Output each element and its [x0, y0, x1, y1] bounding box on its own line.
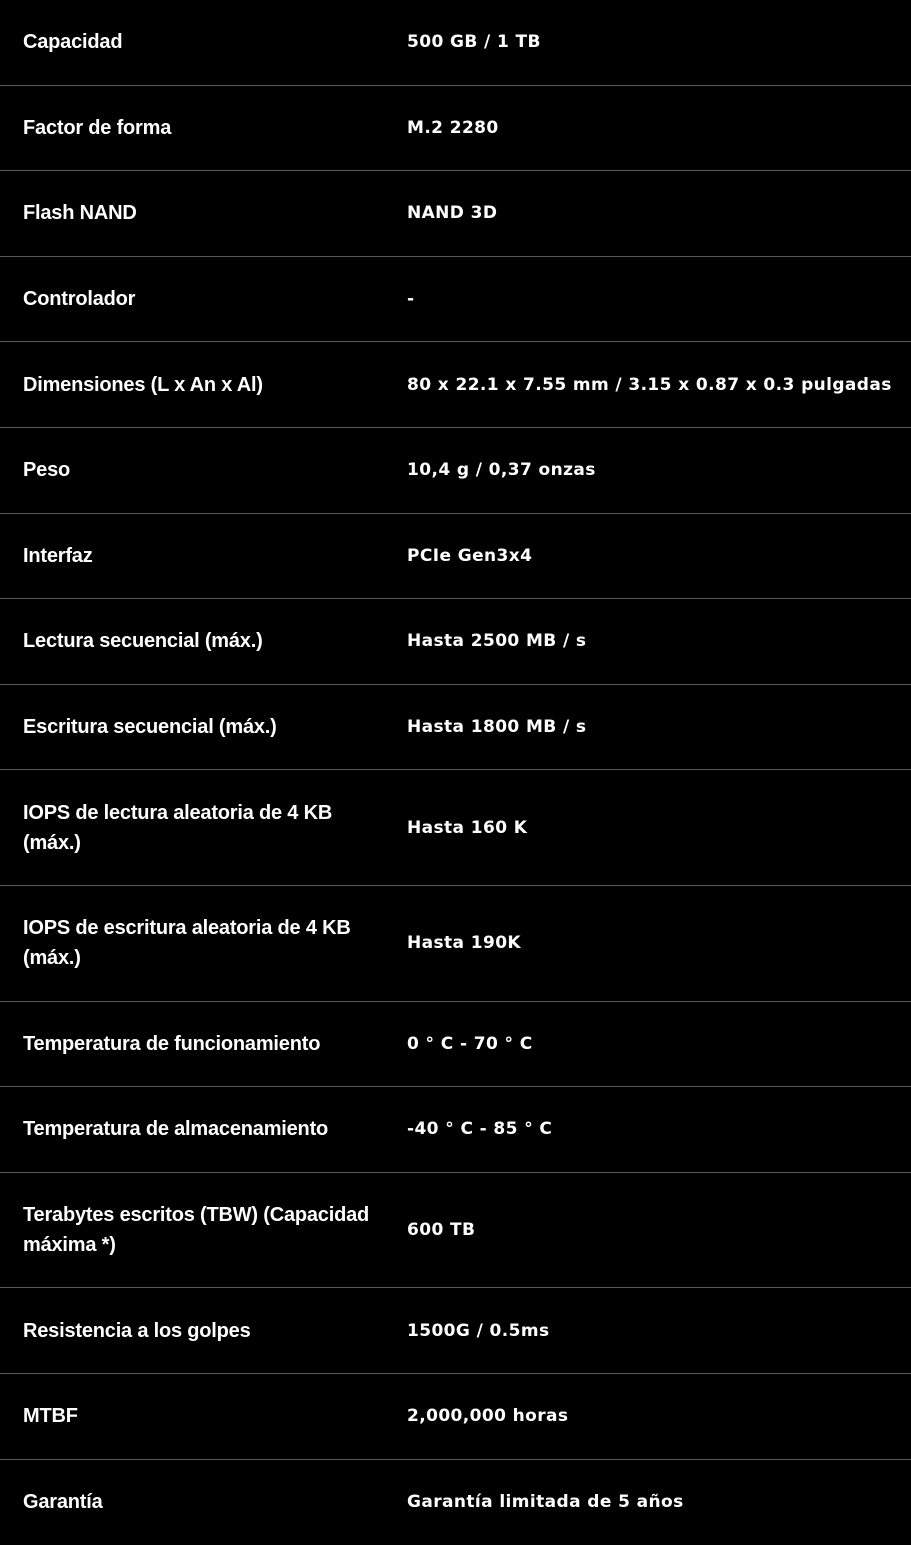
spec-label: Interfaz	[0, 541, 384, 571]
spec-value: 600 TB	[384, 1217, 911, 1243]
spec-label: IOPS de escritura aleatoria de 4 KB (máx.)	[0, 913, 384, 973]
spec-value: Garantía limitada de 5 años	[384, 1489, 911, 1515]
spec-row-flash-nand	[0, 171, 911, 257]
spec-value: 80 x 22.1 x 7.55 mm / 3.15 x 0.87 x 0.3 pulgadas	[384, 372, 911, 398]
spec-value: PCIe Gen3x4	[384, 543, 911, 569]
spec-label: Lectura secuencial (máx.)	[0, 626, 384, 656]
spec-label: Dimensiones (L x An x Al)	[0, 370, 384, 400]
spec-row-interfaz	[0, 514, 911, 600]
spec-row-temperatura-almacenamiento	[0, 1087, 911, 1173]
spec-label: Capacidad	[0, 27, 384, 57]
spec-value: -40 ° C - 85 ° C	[384, 1116, 911, 1142]
spec-value: Hasta 2500 MB / s	[384, 628, 911, 654]
spec-label: Escritura secuencial (máx.)	[0, 712, 384, 742]
spec-label: Controlador	[0, 284, 384, 314]
spec-row-controlador	[0, 257, 911, 343]
spec-value: 500 GB / 1 TB	[384, 29, 911, 55]
spec-value: Hasta 190K	[384, 930, 911, 956]
spec-value: Hasta 160 K	[384, 815, 911, 841]
spec-row-garantia	[0, 1460, 911, 1545]
spec-value: 1500G / 0.5ms	[384, 1318, 911, 1344]
spec-label: Terabytes escritos (TBW) (Capacidad máxima *)	[0, 1200, 384, 1260]
spec-label: Factor de forma	[0, 113, 384, 143]
spec-row-lectura-secuencial	[0, 599, 911, 685]
spec-label: Temperatura de funcionamiento	[0, 1029, 384, 1059]
spec-label: Resistencia a los golpes	[0, 1316, 384, 1346]
spec-row-peso	[0, 428, 911, 514]
spec-value: Hasta 1800 MB / s	[384, 714, 911, 740]
spec-row-iops-lectura	[0, 770, 911, 886]
spec-row-resistencia-golpes	[0, 1288, 911, 1374]
spec-row-mtbf	[0, 1374, 911, 1460]
spec-value: -	[384, 286, 911, 312]
spec-label: Garantía	[0, 1487, 384, 1517]
spec-label: IOPS de lectura aleatoria de 4 KB (máx.)	[0, 798, 384, 858]
spec-row-dimensiones	[0, 342, 911, 428]
spec-value: NAND 3D	[384, 200, 911, 226]
spec-row-capacidad	[0, 0, 911, 86]
spec-value: 10,4 g / 0,37 onzas	[384, 457, 911, 483]
spec-label: Flash NAND	[0, 198, 384, 228]
spec-row-escritura-secuencial	[0, 685, 911, 771]
spec-row-temperatura-funcionamiento	[0, 1002, 911, 1088]
spec-value: M.2 2280	[384, 115, 911, 141]
spec-label: Peso	[0, 455, 384, 485]
spec-row-factor-de-forma	[0, 86, 911, 172]
spec-label: Temperatura de almacenamiento	[0, 1114, 384, 1144]
spec-row-iops-escritura	[0, 886, 911, 1002]
spec-label: MTBF	[0, 1401, 384, 1431]
spec-value: 0 ° C - 70 ° C	[384, 1031, 911, 1057]
spec-value: 2,000,000 horas	[384, 1403, 911, 1429]
spec-row-tbw	[0, 1173, 911, 1289]
